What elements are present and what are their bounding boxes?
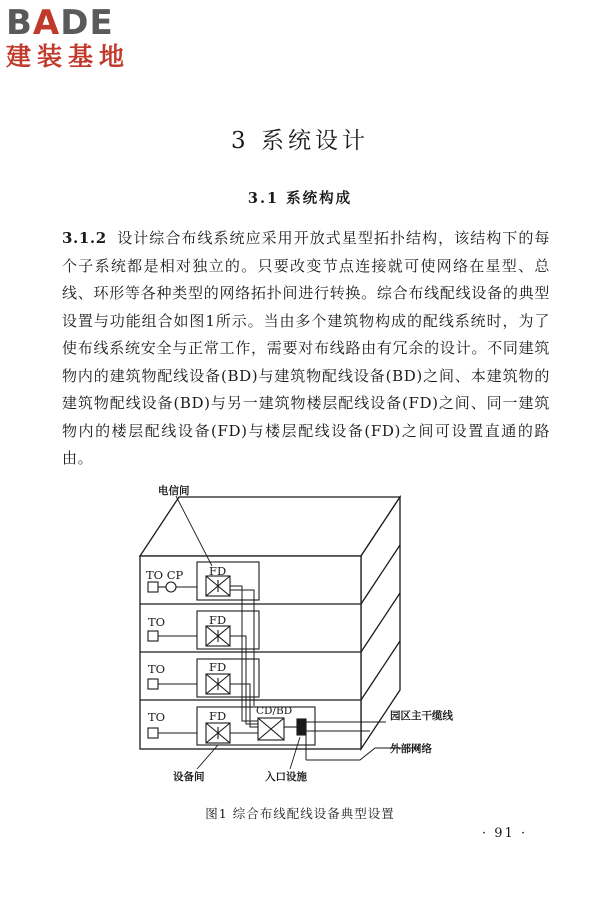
clause-text: 设计综合布线系统应采用开放式星型拓扑结构，该结构下的每个子系统都是相对独立的。只要改变节点连接就可使网络在星型、总线、环形等各种类型的网络拓扑间进行转换。综合布线配线设备的典型设置与功能组合如图1所示。当由多个建筑物构成的配线系统时，为了使布线系统安全与正常工作，需要对布线路由有冗余的设计。不同建筑物内的建筑物配线设备(BD)与建筑物配线设备(BD)之间、本建筑物的建筑物配线设备(BD)与另一建筑物楼层配线设备(FD)之间、同一建筑物内的楼层配线设备(FD)与楼层配线设备(FD)之间可设置直通的路由。 xyxy=(62,229,550,467)
page-number: · 91 · xyxy=(482,826,528,841)
external-network-label: 外部网络 xyxy=(390,743,432,755)
cdbd-label: CD/BD xyxy=(256,705,293,717)
telecom-room-label: 电信间 xyxy=(158,485,190,497)
floor-1-fd-label: FD xyxy=(209,564,227,578)
floor-3-fd-label: FD xyxy=(209,660,227,674)
section-title: 3.1 系统构成 xyxy=(247,190,353,207)
chapter-title: 3 系统设计 xyxy=(231,128,369,154)
floor-1-outlet-label: TO CP xyxy=(146,568,184,582)
logo-brand: BADE xyxy=(6,3,114,43)
floor-2-fd-label: FD xyxy=(209,613,227,627)
entrance-facility-block xyxy=(297,719,306,735)
campus-backbone-label: 园区主干缆线 xyxy=(390,710,453,722)
entrance-facility-label: 入口设施 xyxy=(265,771,307,783)
clause-number: 3.1.2 xyxy=(62,229,107,247)
floor-2-outlet-label: TO xyxy=(148,615,166,629)
figure-caption: 图1 综合布线配线设备典型设置 xyxy=(205,806,395,821)
logo-tagline: 建装基地 xyxy=(6,42,131,71)
equipment-room-label: 设备间 xyxy=(173,771,205,783)
floor-4-fd-label: FD xyxy=(209,709,227,723)
floor-4-outlet-label: TO xyxy=(148,710,166,724)
floor-3-outlet-label: TO xyxy=(148,662,166,676)
